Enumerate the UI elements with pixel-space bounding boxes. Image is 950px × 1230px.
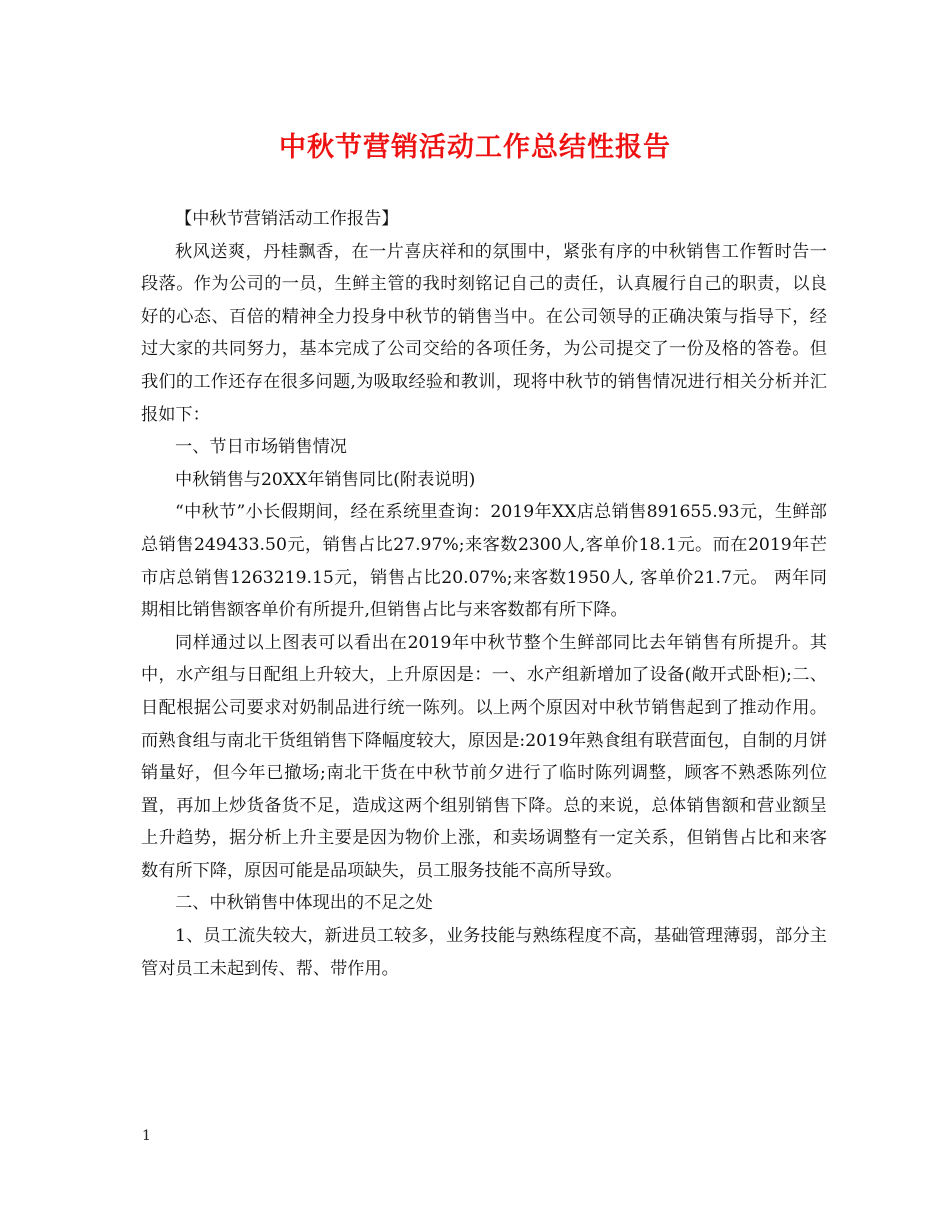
- section-heading: 一、节日市场销售情况: [175, 437, 347, 458]
- document-body: [141, 203, 827, 985]
- paragraph: 【中秋节营销活动工作报告】: [175, 209, 399, 229]
- paragraph: “中秋节”小长假期间，经在系统里查询：2019年XX店总销售891655.93元，生鲜部总销售249433.50元，销售占比27.97%;来客数2300人,客单价18.1元。而在2019年芒市店总销售1263219.15元，销售占比20.07%;来客数1950人, 客单价21.7元。 两年同期相比销售额客单价有所提升,但销售占比与来客数都有所下降。: [141, 502, 827, 621]
- paragraph: 秋风送爽，丹桂飘香，在一片喜庆祥和的氛围中，紧张有序的中秋销售工作暂时告一段落。作为公司的一员，生鲜主管的我时刻铭记自己的责任，认真履行自己的职责，以良好的心态、百倍的精神全力投身中秋节的销售当中。在公司领导的正确决策与指导下，经过大家的共同努力，基本完成了公司交给的各项任务，为公司提交了一份及格的答卷。但我们的工作还存在很多问题,为吸取经验和教训，现将中秋节的销售情况进行相关分析并汇报如下：: [141, 241, 827, 425]
- page-number: 1: [142, 1128, 151, 1144]
- section-heading: 二、中秋销售中体现出的不足之处: [175, 893, 433, 914]
- paragraph: 中秋销售与20XX年销售同比(附表说明): [175, 469, 476, 490]
- document-title: 中秋节营销活动工作总结性报告: [279, 132, 671, 163]
- paragraph: 同样通过以上图表可以看出在2019年中秋节整个生鲜部同比去年销售有所提升。其中，水产组与日配组上升较大，上升原因是：一、水产组新增加了设备(敞开式卧柜);二、日配根据公司要求对奶制品进行统一陈列。以上两个原因对中秋节销售起到了推动作用。而熟食组与南北干货组销售下降幅度较大，原因是:2019年熟食组有联营面包，自制的月饼销量好，但今年已撤场;南北干货在中秋节前夕进行了临时陈列调整，顾客不熟悉陈列位置，再加上炒货备货不足，造成这两个组别销售下降。总的来说，总体销售额和营业额呈上升趋势，据分析上升主要是因为物价上涨，和卖场调整有一定关系，但销售占比和来客数有所下降，原因可能是品项缺失，员工服务技能不高所导致。: [141, 632, 827, 881]
- paragraph: 1、员工流失较大，新进员工较多，业务技能与熟练程度不高，基础管理薄弱，部分主管对员工未起到传、帮、带作用。: [141, 926, 827, 979]
